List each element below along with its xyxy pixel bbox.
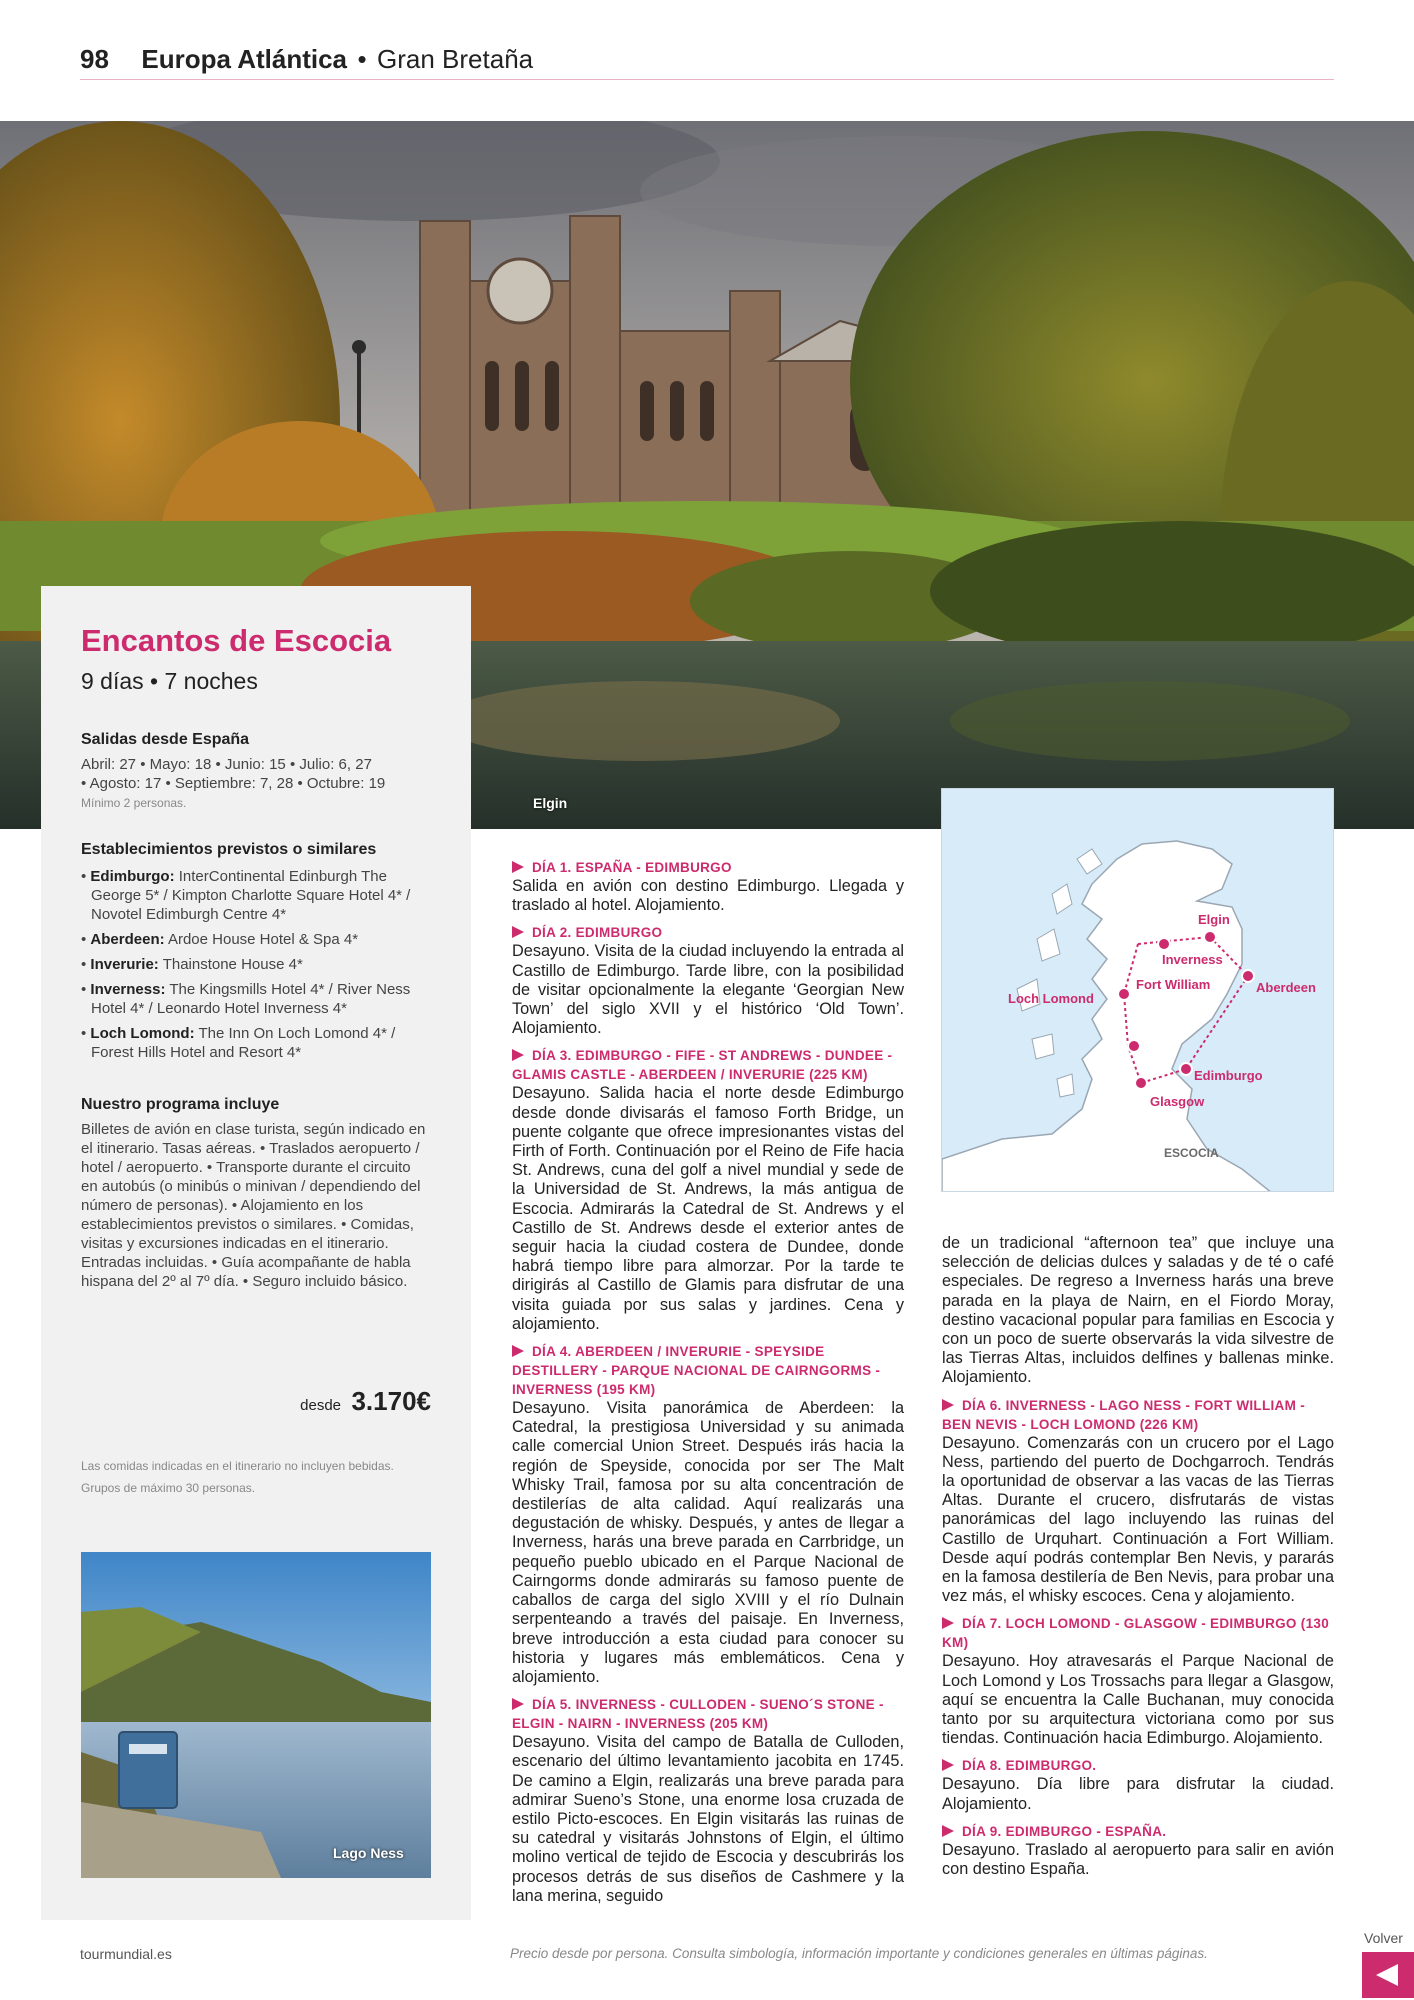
- trip-duration: 9 días • 7 noches: [81, 668, 258, 695]
- map-label-edimburgo: Edimburgo: [1194, 1068, 1263, 1083]
- map-label-inverness: Inverness: [1162, 952, 1223, 967]
- map-point-inverness: [1158, 938, 1170, 950]
- subsection-title: Gran Bretaña: [377, 44, 534, 74]
- day-text: Desayuno. Día libre para disfrutar la ciudad. Alojamiento.: [942, 1775, 1334, 1813]
- day-4: [512, 1342, 904, 1687]
- route-map: [941, 788, 1334, 1192]
- bullet-arrow-icon: [512, 1698, 524, 1710]
- hotel-item: • Inverness: The Kingsmills Hotel 4* / River Ness Hotel 4* / Leonardo Hotel Inverness 4*: [81, 981, 411, 1018]
- hotels-block: [81, 841, 431, 1062]
- bullet-arrow-icon: [942, 1399, 954, 1411]
- includes-block: [81, 1096, 431, 1291]
- day-heading: DÍA 8. EDIMBURGO.: [942, 1756, 1334, 1775]
- hotel-item: • Loch Lomond: The Inn On Loch Lomond 4* / Forest Hills Hotel and Resort 4*: [81, 1025, 396, 1062]
- trip-summary-panel: [41, 586, 471, 1920]
- day-1: [512, 858, 904, 915]
- price-from-label: desde: [300, 1397, 342, 1414]
- day-text: Desayuno. Hoy atravesarás el Parque Nacional de Loch Lomond y Los Trossachs para llegar a Glasgow, aquí se encuentra la Calle Buchanan, muy conocida tanto por su arquitectura victoriana como por sus tiendas. Continuación hacia Edimburgo. Alojamiento.: [942, 1652, 1334, 1748]
- day-text: de un tradicional “afternoon tea” que incluye una selección de delicias dulces y saladas y de té o café especiales. De regreso a Inverness harás una breve parada en la playa de Nairn, en el Fiordo Moray, destino vacacional popular para familias en Escocia y con un poco de suerte observarás la vida silvestre de las Tierras Altas, incluidos delfines y ballenas minke. Alojamiento.: [942, 1234, 1334, 1387]
- footer-disclaimer: Precio desde por persona. Consulta simbología, información importante y condiciones generales en últimas páginas.: [510, 1946, 1208, 1961]
- hotel-item: • Inverurie: Thainstone House 4*: [81, 956, 303, 974]
- includes-heading: Nuestro programa incluye: [81, 1096, 280, 1114]
- loch-ness-photo: [81, 1552, 431, 1878]
- map-label-loch-lomond: Loch Lomond: [1008, 991, 1094, 1006]
- map-point-elgin: [1204, 931, 1216, 943]
- map-point-glasgow: [1135, 1077, 1147, 1089]
- day-heading: DÍA 5. INVERNESS - CULLODEN - SUENO´S STONE - ELGIN - NAIRN - INVERNESS (205 KM): [512, 1697, 884, 1732]
- back-button[interactable]: [1362, 1952, 1414, 1998]
- day-heading: DÍA 6. INVERNESS - LAGO NESS - FORT WILLIAM - BEN NEVIS - LOCH LOMOND (226 KM): [942, 1397, 1306, 1432]
- day-7: [942, 1614, 1334, 1748]
- header-separator: •: [357, 44, 367, 74]
- footer-website: tourmundial.es: [80, 1946, 172, 1962]
- bullet-arrow-icon: [942, 1825, 954, 1837]
- map-label-fort-william: Fort William: [1136, 977, 1211, 992]
- loch-ness-caption: Lago Ness: [333, 1845, 404, 1861]
- bullet-arrow-icon: [942, 1617, 954, 1629]
- day-8: [942, 1756, 1334, 1813]
- departures-line-1: Abril: 27 • Mayo: 18 • Junio: 15 • Julio: 6, 27: [81, 756, 372, 774]
- day-6: [942, 1396, 1334, 1607]
- hotels-list: [81, 867, 431, 1062]
- meals-note: Las comidas indicadas en el itinerario no incluyen bebidas.: [81, 1459, 394, 1473]
- day-text: Desayuno. Traslado al aeropuerto para salir en avión con destino España.: [942, 1840, 1334, 1879]
- day-text: Desayuno. Comenzarás con un crucero por el Lago Ness, partiendo del puerto de Dochgarroch. Tendrás la oportunidad de observar a las vacas de las Tierras Altas. Durante el crucero, disfrutarás de vistas panorámicas del lago incluyendo las ruinas del Castillo de Urquhart. Continuación a Fort William. Desde aquí podrás contemplar Ben Nevis, y pararás en la famosa destilería de Ben Nevis, para probar una vez más, el whisky escoces. Cena y alojamiento.: [942, 1433, 1334, 1606]
- scotland-map: [942, 789, 1334, 1192]
- bullet-arrow-icon: [512, 1345, 524, 1357]
- bullet-arrow-icon: [512, 926, 524, 938]
- day-text: Desayuno. Visita de la ciudad incluyendo la entrada al Castillo de Edimburgo. Tarde libre, con la posibilidad de visitar opcionalmente la elegante ‘Georgian New Town’ del siglo XVII y el histórico ‘Old Town’. Alojamiento.: [512, 942, 904, 1038]
- map-point-loch-lomond: [1128, 1040, 1140, 1052]
- day-9: [942, 1822, 1334, 1879]
- day-5-continued: [942, 1234, 1334, 1388]
- day-3: [512, 1046, 904, 1334]
- day-text: Desayuno. Visita del campo de Batalla de Culloden, escenario del último levantamiento jacobita en 1745. De camino a Elgin, realizarás una breve parada para admirar Sueno’s Stone, una enorme losa cruzada de estilo Picto-escoces. En Elgin visitarás las ruinas de su catedral y visitarás Johnstons of Elgin, el último molino vertical de tejido de Escocia y descubrirás los procesos detrás de sus diseños de Cashmere y la lana merina, seguido: [512, 1733, 904, 1905]
- day-5: [512, 1695, 904, 1906]
- hotel-item: • Aberdeen: Ardoe House Hotel & Spa 4*: [81, 931, 359, 949]
- day-heading: DÍA 9. EDIMBURGO - ESPAÑA.: [942, 1822, 1334, 1841]
- itinerary-column-2: [942, 1234, 1334, 1887]
- hotel-item: • Edimburgo: InterContinental Edinburgh The George 5* / Kimpton Charlotte Square Hotel 4* / Novotel Edimburgh Centre 4*: [81, 868, 411, 924]
- departures-line-2: • Agosto: 17 • Septiembre: 7, 28 • Octubre: 19: [81, 775, 386, 793]
- loch-ness-image: [81, 1552, 431, 1878]
- map-label-glasgow: Glasgow: [1150, 1094, 1205, 1109]
- day-text: Salida en avión con destino Edimburgo. Llegada y traslado al hotel. Alojamiento.: [512, 877, 904, 915]
- section-title: Europa Atlántica: [141, 44, 348, 74]
- map-point-fort-william: [1118, 988, 1130, 1000]
- groups-note: Grupos de máximo 30 personas.: [81, 1481, 256, 1495]
- trip-title: Encantos de Escocia: [81, 623, 392, 658]
- bullet-arrow-icon: [512, 1049, 524, 1061]
- page-header: [80, 44, 1334, 80]
- map-point-edimburgo: [1180, 1063, 1192, 1075]
- departures-heading: Salidas desde España: [81, 731, 250, 749]
- day-text: Desayuno. Salida hacia el norte desde Edimburgo desde donde divisarás el famoso Forth Bridge, un puente colgante que ofrece impresionantes vistas del Firth of Forth. Continuación por el Reino de Fife hacia St. Andrews, cuna del golf a nivel mundial y sede de la Universidad de St. Andrews, la más antigua de Escocia. Admirarás la Catedral de St. Andrews y el Castillo de St. Andrews desde el exterior antes de seguir hacia la ciudad costera de Dundee, donde habrá tiempo libre para almorzar. Por la tarde te dirigirás al Castillo de Glamis para disfrutar de una visita guiada por sus salas y jardines. Cena y alojamiento.: [512, 1084, 904, 1333]
- day-heading: DÍA 1. ESPAÑA - EDIMBURGO: [512, 858, 904, 877]
- day-2: [512, 923, 904, 1038]
- map-label-aberdeen: Aberdeen: [1256, 980, 1316, 995]
- itinerary-column-1: [512, 858, 904, 1914]
- bullet-arrow-icon: [942, 1759, 954, 1771]
- map-label-elgin: Elgin: [1198, 912, 1230, 927]
- back-arrow-icon: [1362, 1952, 1414, 1998]
- bullet-arrow-icon: [512, 861, 524, 873]
- price-amount: 3.170€: [351, 1386, 431, 1416]
- notes-block: [81, 1458, 431, 1496]
- includes-text: Billetes de avión en clase turista, según indicado en el itinerario. Tasas aéreas. • Traslados aeropuerto / hotel / aeropuerto. • Transporte durante el circuito en autobús (o minibús o minivan / dependiendo del número de personas). • Alojamiento en los establecimientos previstos o similares. • Comidas, visitas y excursiones indicadas en el itinerario. Entradas incluidas. • Guía acompañante de habla hispana del 2º al 7º día. • Seguro incluido básico.: [81, 1121, 426, 1291]
- departures-block: [81, 731, 431, 811]
- day-heading: DÍA 7. LOCH LOMOND - GLASGOW - EDIMBURGO (130 KM): [942, 1616, 1330, 1651]
- map-point-aberdeen: [1242, 970, 1254, 982]
- back-label[interactable]: Volver: [1364, 1930, 1403, 1946]
- price-block: [81, 1386, 431, 1417]
- hero-caption: Elgin: [533, 795, 568, 811]
- minimum-persons: Mínimo 2 personas.: [81, 796, 187, 811]
- day-heading: DÍA 2. EDIMBURGO: [512, 923, 904, 942]
- hotels-heading: Establecimientos previstos o similares: [81, 841, 377, 859]
- day-heading: DÍA 4. ABERDEEN / INVERURIE - SPEYSIDE DESTILLERY - PARQUE NACIONAL DE CAIRNGORMS - INVERNESS (195 KM): [512, 1344, 881, 1398]
- page-number: 98: [80, 44, 109, 74]
- day-text: Desayuno. Visita panorámica de Aberdeen: la Catedral, la prestigiosa Universidad y su animada calle comercial Union Street. Después irás hacia la región de Speyside, conocida por ser The Malt Whisky Trail, famosa por su alta concentración de destilerías de alta calidad. Aquí realizarás una degustación de whisky. Después, y antes de llegar a Inverness, harás una breve parada en Carrbridge, un pequeño pueblo ubicado en el Parque Nacional de Cairngorms donde admirarás su famoso puente de caballos de carga del siglo XVIII y el río Dulnain serpenteando a través del paisaje. En Inverness, breve introducción a esta ciudad para conocer su historia y lugares más emblemáticos. Cena y alojamiento.: [512, 1399, 904, 1686]
- map-country-label: ESCOCIA: [1164, 1146, 1219, 1160]
- day-heading: DÍA 3. EDIMBURGO - FIFE - ST ANDREWS - DUNDEE - GLAMIS CASTLE - ABERDEEN / INVERURIE (225 KM): [512, 1048, 893, 1083]
